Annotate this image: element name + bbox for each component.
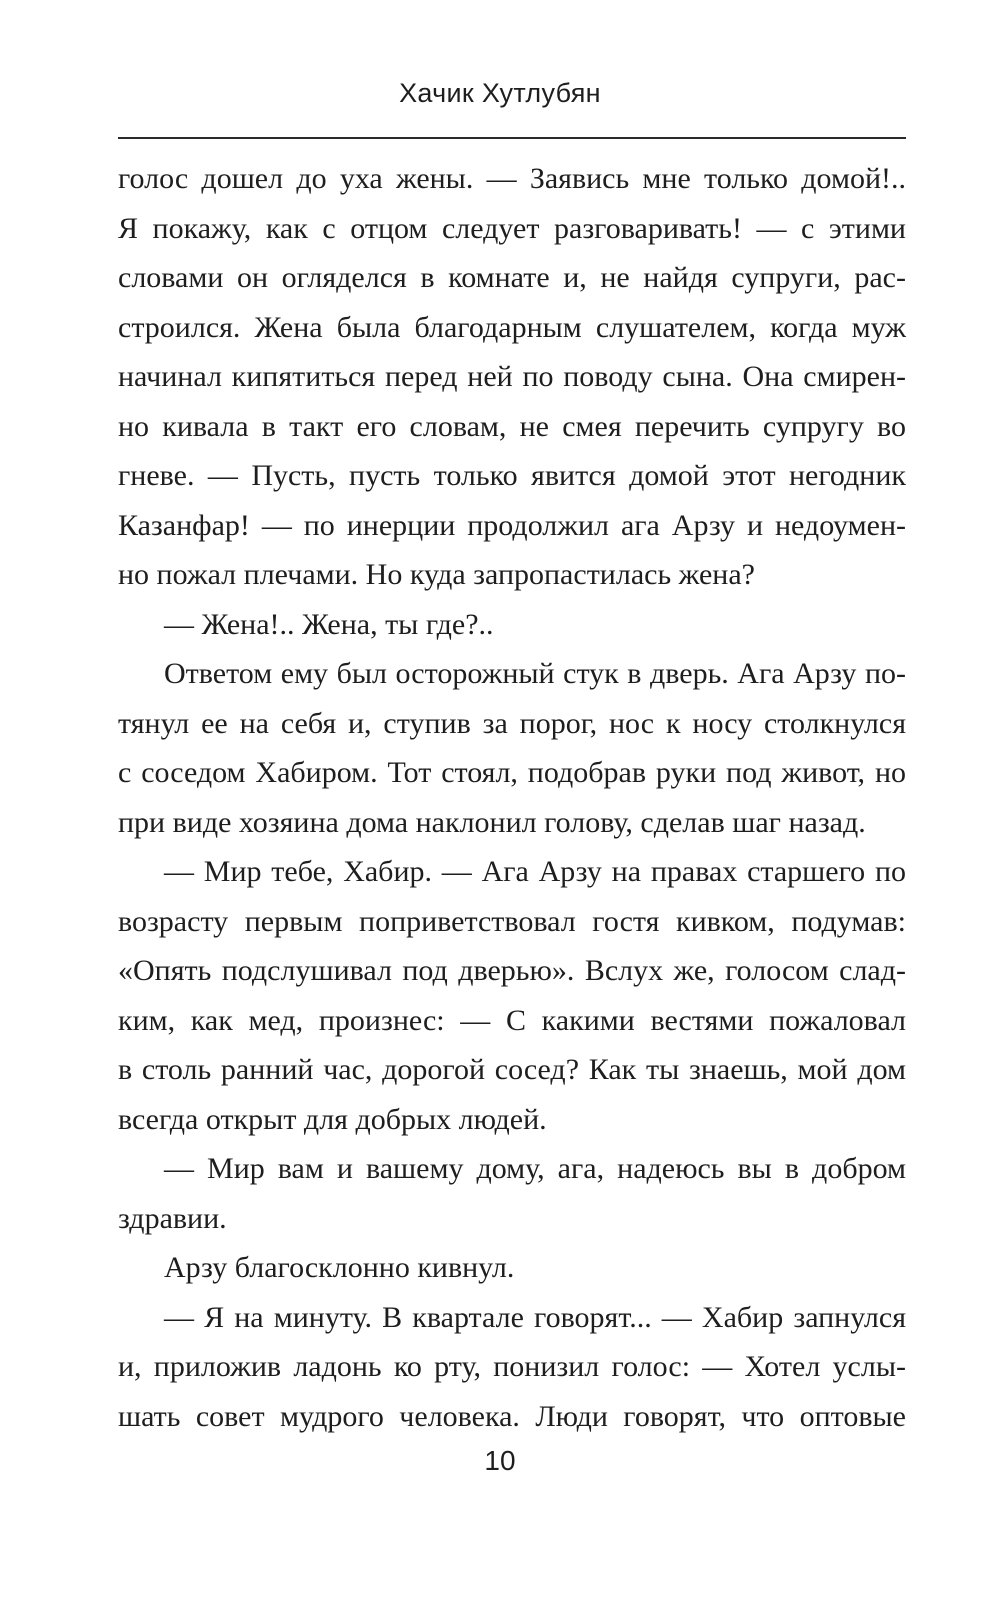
text-line: здравии. — [118, 1201, 227, 1235]
text-line: гневе. — Пусть, пусть только явится домой этот негодник — [118, 459, 906, 492]
text-line: всегда открыт для добрых людей. — [118, 1102, 547, 1136]
text-line: голос дошел до уха жены. — Заявись мне только домой!.. — [118, 162, 906, 195]
text-line: строился. Жена была благодарным слушателем, когда муж — [118, 310, 906, 344]
text-line: — Мир вам и вашему дому, ага, надеюсь вы в добром — [164, 1152, 906, 1185]
body-text — [118, 154, 906, 1441]
text-line: Казанфар! — по инерции продолжил ага Арзу и недоумен- — [118, 508, 906, 542]
text-line: словами он огляделся в комнате и, не найдя супруги, рас- — [118, 261, 906, 294]
text-line: — Мир тебе, Хабир. — Ага Арзу на правах старшего по — [164, 855, 906, 888]
text-line: «Опять подслушивал под дверью». Вслух же, голосом слад- — [118, 954, 906, 987]
text-line: шать совет мудрого человека. Люди говорят, что оптовые — [118, 1399, 906, 1433]
text-line: — Я на минуту. В квартале говорят... — Хабир запнулся — [164, 1300, 906, 1334]
text-line: но кивала в такт его словам, не смея перечить супругу во — [118, 409, 906, 443]
text-line: Я покажу, как с отцом следует разговаривать! — с этими — [118, 211, 906, 245]
text-line: возрасту первым поприветствовал гостя кивком, подумав: — [118, 904, 906, 938]
text-line: начинал кипятиться перед ней по поводу сына. Она смирен- — [118, 360, 906, 393]
text-line: и, приложив ладонь ко рту, понизил голос: — Хотел услы- — [118, 1350, 906, 1383]
text-line: но пожал плечами. Но куда запропастилась жена? — [118, 558, 755, 591]
text-line: Арзу благосклонно кивнул. — [164, 1251, 515, 1284]
header-rule — [118, 137, 906, 139]
text-line: Ответом ему был осторожный стук в дверь. Ага Арзу по- — [164, 657, 906, 690]
page-number: 10 — [484, 1445, 516, 1476]
text-line: при виде хозяина дома наклонил голову, сделав шаг назад. — [118, 805, 866, 839]
text-line: с соседом Хабиром. Тот стоял, подобрав руки под живот, но — [118, 756, 906, 789]
running-header-author: Хачик Хутлубян — [399, 78, 601, 108]
text-line: ким, как мед, произнес: — С какими вестями пожаловал — [118, 1003, 906, 1037]
text-line: — Жена!.. Жена, ты где?.. — [164, 607, 494, 641]
text-line: в столь ранний час, дорогой сосед? Как ты знаешь, мой дом — [118, 1053, 906, 1086]
text-line: тянул ее на себя и, ступив за порог, нос к носу столкнулся — [118, 706, 906, 740]
